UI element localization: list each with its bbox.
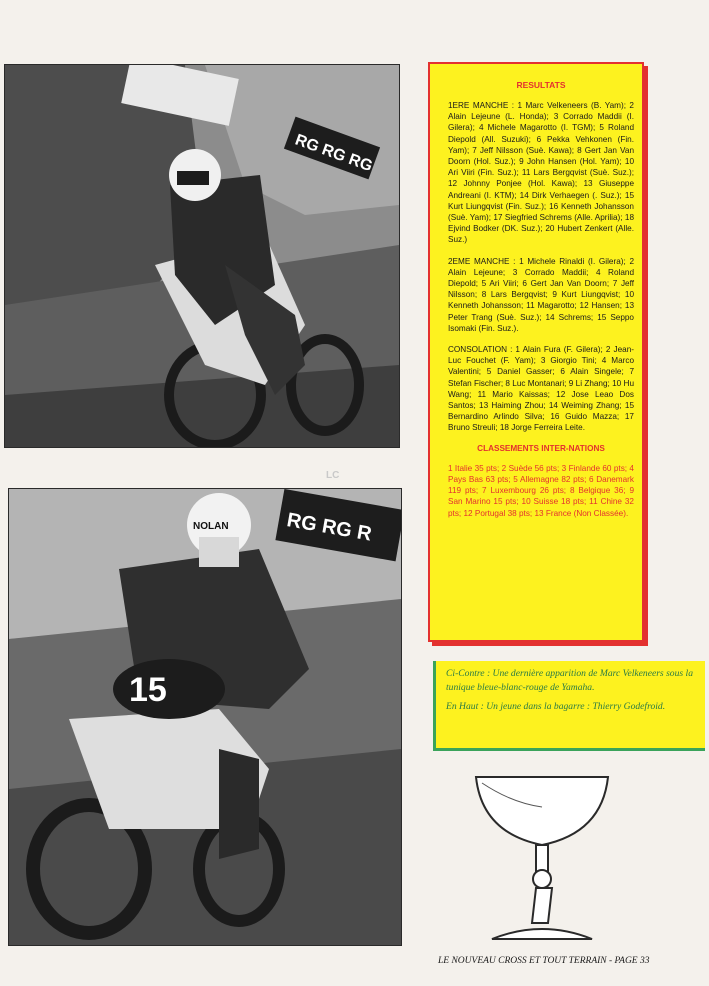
results-manche1: 1ERE MANCHE : 1 Marc Velkeneers (B. Yam); 2 Alain Lejeune (L. Honda); 3 Corrado Maddii (I. Gilera); 4 Michele Magarotto (I. TGM); 5 Roland Diepold (All. Suzuki); 6 Pekka Vehkonen (Fin. Yam); 7 Jeff Nilsson (Suè. Kawa); 8 Gert Jan Van Doorn (Hol. Suz.); 9 John Hansen (Hol. Yam); 10 Ari Viiri (Fin. Suz.); 11 Lars Bergqvist (Suè. Suz.); 12 Johnny Ponjee (Hol. Kawa); 13 Giuseppe Andreani (I. KTM); 14 Dirk Verhaegen (. Suz.); 15 Kurt Liungqvist (Fin. Suz.); 16 Kenneth Johansson (Suè. Yam); 17 Siegfried Schrems (Alle. Aprilia); 18 Ejvind Bodker (DK. Suz.); 20 Hubert Zenkert (Alle. Suz.) [448,101,634,245]
helmet-logo: NOLAN [193,521,229,532]
photo-bottom-rider [8,488,402,946]
results-box [428,62,644,642]
classement-title: CLASSEMENTS INTER-NATIONS [477,443,605,453]
classement-text: 1 Italie 35 pts; 2 Suède 56 pts; 3 Finlande 60 pts; 4 Pays Bas 63 pts; 5 Allemagne 82 pts; 6 Danemark 119 pts; 7 Luxembourg 26 pts; 8 Belgique 36; 9 San Marino 15 pts; 10 Suisse 18 pts; 11 Chine 32 pts; 12 Portugal 38 pts; 13 France (Non Classée). [448,463,634,518]
caption-en-haut: En Haut : Un jeune dans la bagarre : Thierry Godefroid. [446,701,666,712]
results-manche2: 2EME MANCHE : 1 Michele Rinaldi (I. Gilera); 2 Alain Lejeune; 3 Corrado Maddii; 4 Roland Diepold; 5 Ari Viiri; 6 Gert Jan Van Doorn; 7 Jeff Nilsson; 8 Lars Bergqvist; 9 Kurt Liungqvist; 10 Kenneth Johansson; 11 Magarotto; 12 Hansen; 13 Peter Trang (Suè. Suz.); 14 Schrems; 15 Seppo Isomaki (Fin. Suz.). [448,256,634,333]
page-footer: LE NOUVEAU CROSS ET TOUT TERRAIN - PAGE 33 [438,956,650,966]
results-consolation: CONSOLATION : 1 Alain Fura (F. Gilera); 2 Jean-Luc Fouchet (F. Yam); 3 Giorgio Tini; 4 Marco Valentini; 5 Daniel Gasser; 6 Alain Singele; 7 Stefan Fischer; 8 Luc Montanari; 9 Li Zhang; 10 Hu Wang; 11 Mario Kaissas; 12 Jose Leao Dos Santos; 13 Haiming Zhou; 14 Weiming Zhang; 15 Bernardino Arlindo Silva; 16 Guido Mazza; 17 Bruno Streuli; 18 Jorge Ferreira Leite. [448,345,634,433]
race-number: 15 [129,671,167,709]
watermark: LC [326,470,340,481]
photo-top-banner: RG RG RG [292,131,375,176]
caption-ci-contre: Ci-Contre : Une dernière apparition de Marc Velkeneers sous la tunique bleue-blanc-rouge de Yamaha. [446,668,693,693]
results-title: RESULTATS [516,80,566,90]
photo-bottom-banner: RG RG R [285,509,374,546]
trophy-cup-icon [472,773,612,945]
caption-box [433,661,705,751]
photo-top-rider [4,64,400,448]
